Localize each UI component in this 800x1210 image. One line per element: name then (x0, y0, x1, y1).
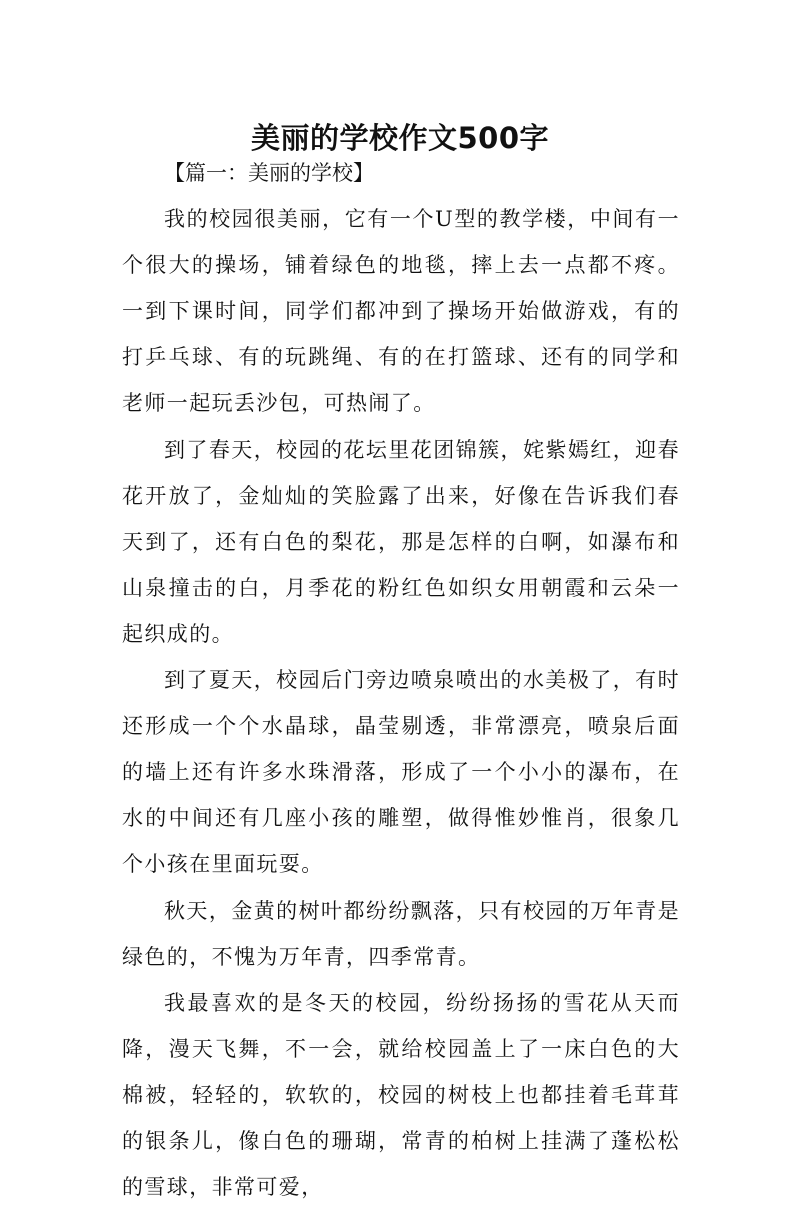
paragraph-campus-playground: 我的校园很美丽，它有一个U型的教学楼，中间有一个很大的操场，铺着绿色的地毯，摔上去一点都不疼。一到下课时间，同学们都冲到了操场开始做游戏，有的打乒乓球、有的玩跳绳、有的在打篮球、还有的同学和老师一起玩丢沙包，可热闹了。 (122, 207, 680, 416)
paragraph-autumn: 秋天，金黄的树叶都纷纷飘落，只有校园的万年青是绿色的，不愧为万年青，四季常青。 (122, 898, 680, 969)
paragraph-summer: 到了夏天，校园后门旁边喷泉喷出的水美极了，有时还形成一个个水晶球，晶莹剔透，非常漂亮，喷泉后面的墙上还有许多水珠滑落，形成了一个小小的瀑布，在水的中间还有几座小孩的雕塑，做得惟妙惟肖，很象几个小孩在里面玩耍。 (122, 668, 680, 877)
section-heading: 【篇一：美丽的学校】 (164, 161, 374, 185)
paragraph-winter: 我最喜欢的是冬天的校园，纷纷扬扬的雪花从天而降，漫天飞舞，不一会，就给校园盖上了一床白色的大棉被，轻轻的，软软的，校园的树枝上也都挂着毛茸茸的银条儿，像白色的珊瑚，常青的柏树上挂满了蓬松松的雪球，非常可爱， (122, 990, 680, 1200)
document-title: 美丽的学校作文500字 (250, 121, 550, 156)
document-body (122, 150, 680, 1210)
paragraph-spring: 到了春天，校园的花坛里花团锦簇，姹紫嫣红，迎春花开放了，金灿灿的笑脸露了出来，好像在告诉我们春天到了，还有白色的梨花，那是怎样的白啊，如瀑布和山泉撞击的白，月季花的粉红色如织女用朝霞和云朵一起织成的。 (122, 437, 680, 646)
